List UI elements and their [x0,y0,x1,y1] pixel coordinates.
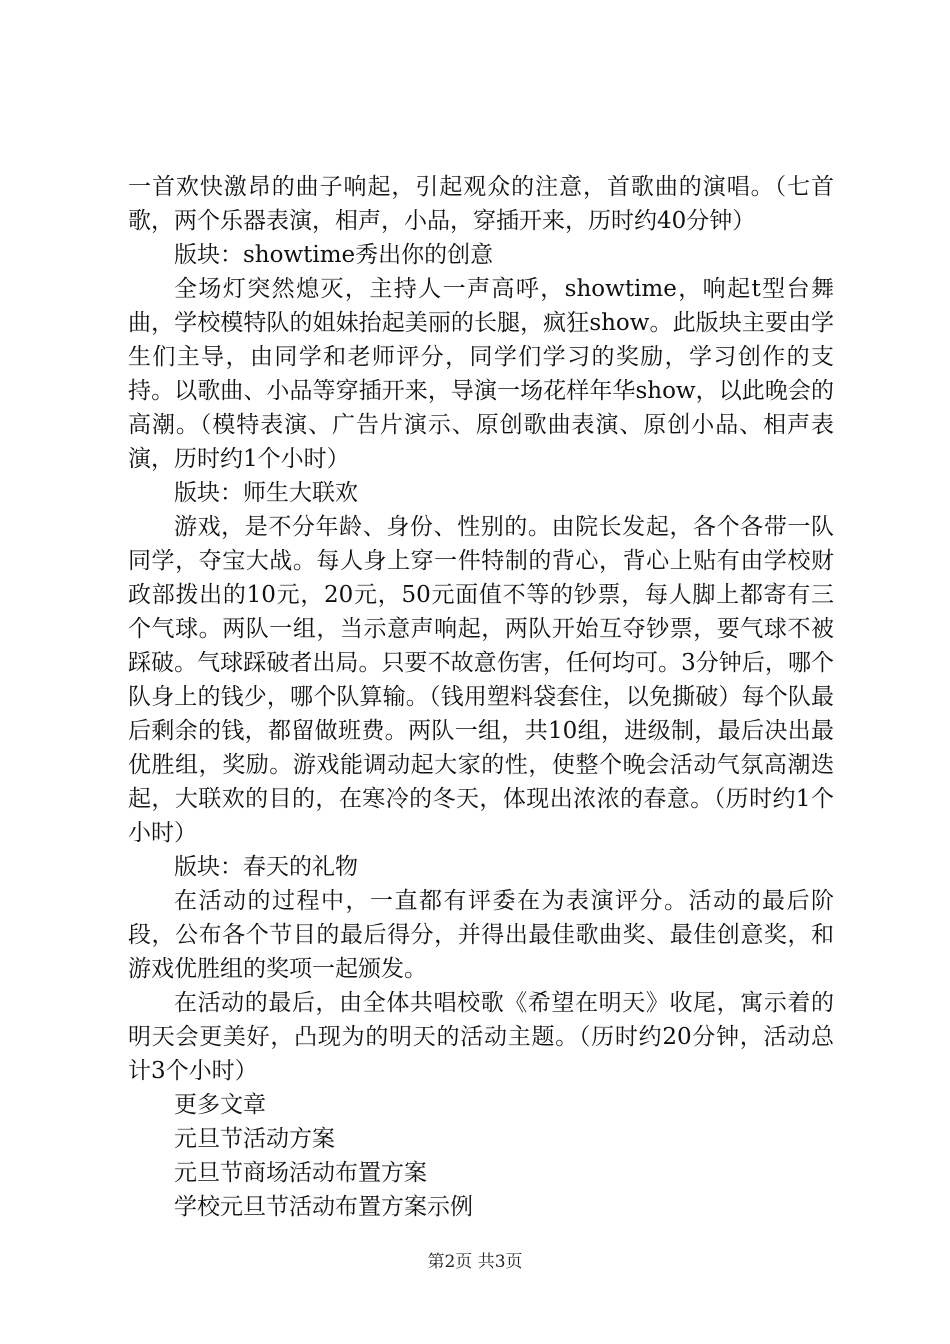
article-link[interactable]: 学校元旦节活动布置方案示例 [174,1194,473,1220]
section-heading-showtime: 版块：showtime秀出你的创意 [174,242,494,268]
body-paragraph: 游戏，是不分年龄、身份、性别的。由院长发起，各个各带一队同学，夺宝大战。每人身上穿一件特制的背心，背心上贴有由学校财政部拨出的10元，20元，50元面值不等的钞票，每人脚上都寄有三个气球。两队一组，当示意声响起，两队开始互夺钞票，要气球不被踩破。气球踩破者出局。只要不故意伤害，任何均可。3分钟后，哪个队身上的钱少，哪个队算输。（钱用塑料袋套住，以免撕破）每个队最后剩余的钱，都留做班费。两队一组，共10组，进级制，最后决出最优胜组，奖励。游戏能调动起大家的性，使整个晚会活动气氛高潮迭起，大联欢的目的，在寒冷的冬天，体现出浓浓的春意。（历时约1个小时） [128,514,834,846]
page-footer: 第2页 共3页 [427,1252,523,1272]
document-body [128,170,834,1224]
section-heading-party: 版块：师生大联欢 [174,480,358,506]
body-paragraph: 一首欢快激昂的曲子响起，引起观众的注意，首歌曲的演唱。（七首歌，两个乐器表演，相声，小品，穿插开来，历时约40分钟） [128,174,834,234]
body-paragraph: 在活动的过程中，一直都有评委在为表演评分。活动的最后阶段，公布各个节目的最后得分，并得出最佳歌曲奖、最佳创意奖，和游戏优胜组的奖项一起颁发。 [128,888,834,982]
article-link[interactable]: 元旦节商场活动布置方案 [174,1160,427,1186]
body-paragraph: 在活动的最后，由全体共唱校歌《希望在明天》收尾，寓示着的明天会更美好，凸现为的明天的活动主题。（历时约20分钟，活动总计3个小时） [128,990,834,1084]
section-heading-gift: 版块：春天的礼物 [174,854,358,880]
article-link[interactable]: 元旦节活动方案 [174,1126,335,1152]
body-paragraph: 全场灯突然熄灭，主持人一声高呼，showtime，响起t型台舞曲，学校模特队的姐妹抬起美丽的长腿，疯狂show。此版块主要由学生们主导，由同学和老师评分，同学们学习的奖励，学习创作的支持。以歌曲、小品等穿插开来，导演一场花样年华show，以此晚会的高潮。（模特表演、广告片演示、原创歌曲表演、原创小品、相声表演，历时约1个小时） [128,276,834,472]
more-articles-label: 更多文章 [174,1092,266,1118]
